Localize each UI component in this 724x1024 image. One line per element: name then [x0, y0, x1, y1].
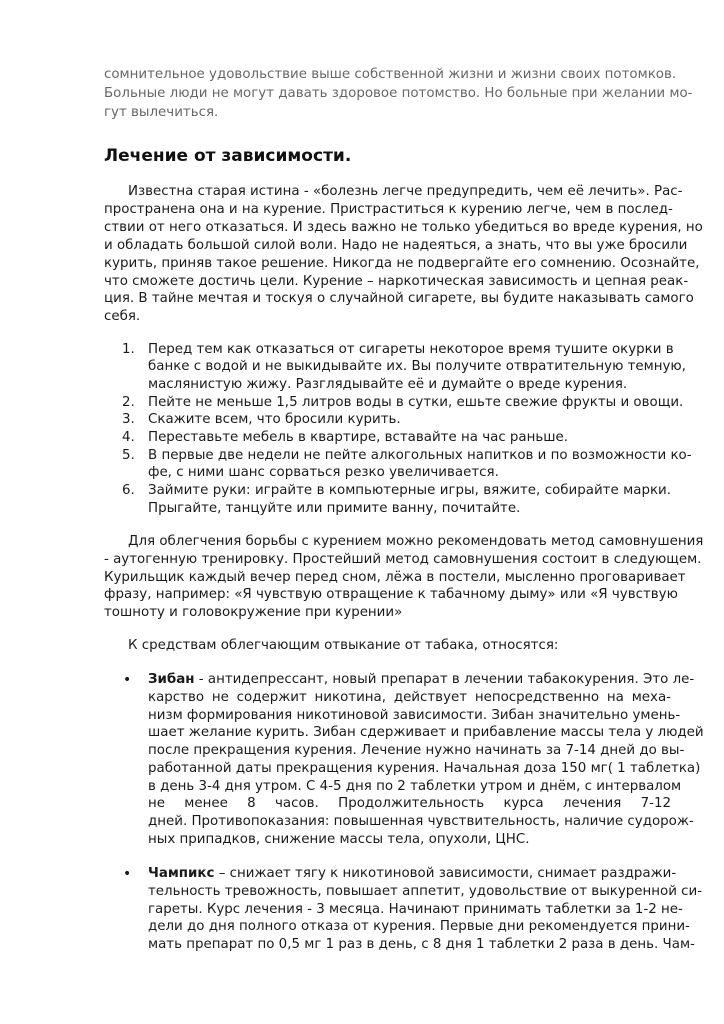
bullet-item-line: низм формирования никотиновой зависимости. Зибан значительно умень- [148, 708, 681, 723]
bullet-item-line: ных припадков, снижение массы тела, опухоли, ЦНС. [148, 832, 530, 847]
paragraph-line: ция. В тайне мечтая и тоскуя о случайной сигарете, вы будите наказывать самого [104, 291, 694, 306]
bullet-item-line: работанной даты прекращения курения. Начальная доза 150 мг( 1 таблетка) [148, 761, 701, 776]
list-number: 1. [122, 342, 135, 357]
intro-line: Больные люди не могут давать здоровое потомство. Но больные при желании мо- [104, 86, 693, 101]
bullet-item-line: тельность тревожность, повышает аппетит, удовольствие от выкуренной си- [148, 884, 703, 899]
list-number: 5. [122, 448, 135, 463]
bullet-item-line: мать препарат по 0,5 мг 1 раз в день, с 8 дня 1 таблетки 2 раза в день. Чам- [148, 937, 695, 952]
intro-line: сомнительное удовольствие выше собственной жизни и жизни своих потомков. [104, 67, 677, 82]
list-number: 2. [122, 395, 135, 410]
intro-line: гут вылечиться. [104, 105, 219, 120]
paragraph-line: К средствам облегчающим отвыкание от табака, относятся: [128, 638, 559, 653]
list-number: 4. [122, 430, 135, 445]
list-item-line: банке с водой и не выкидывайте их. Вы получите отвратительную темную, [148, 359, 686, 374]
paragraph-line: Для облегчения борьбы с курением можно рекомендовать метод самовнушения [128, 534, 704, 549]
list-item-line: маслянистую жижу. Разглядывайте её и думайте о вреде курения. [148, 377, 628, 392]
paragraph-line: что сможете достичь цели. Курение – наркотическая зависимость и цепная реак- [104, 274, 689, 289]
bullet-marker: • [123, 866, 132, 882]
bullet-text: – снижает тягу к никотиновой зависимости, снимает раздражи- [214, 866, 677, 881]
bullet-text: - антидепрессант, новый препарат в лечении табакокурения. Это ле- [194, 672, 695, 687]
bullet-term: Зибан [148, 672, 195, 687]
bullet-term: Чампикс [148, 866, 215, 881]
bullet-item-line: дней. Противопоказания: повышенная чувствительность, наличие судорож- [148, 814, 694, 829]
paragraph-line: себя. [104, 309, 141, 324]
bullet-item-line: в день 3-4 дня утром. С 4-5 дня по 2 таблетки утром и днём, с интервалом [148, 779, 682, 794]
paragraph-line: тошноту и головокружение при курении» [104, 605, 403, 620]
bullet-marker: • [123, 672, 132, 688]
bullet-item-line: шает желание курить. Зибан сдерживает и прибавление массы тела у людей [148, 725, 704, 740]
list-item-line: Прыгайте, танцуйте или примите ванну, почитайте. [148, 501, 521, 516]
bullet-item-line: после прекращения курения. Лечение нужно начинать за 7-14 дней до вы- [148, 743, 685, 758]
paragraph-line: Курильщик каждый вечер перед сном, лёжа в постели, мысленно проговаривает [104, 570, 686, 585]
list-item-line: Пейте не меньше 1,5 литров воды в сутки, ешьте свежие фрукты и овощи. [148, 395, 684, 410]
paragraph-line: Известна старая истина - «болезнь легче предупредить, чем её лечить». Рас- [128, 184, 683, 199]
list-item-line: фе, с ними шанс сорваться резко увеличивается. [148, 465, 499, 480]
bullet-item-line: карство не содержит никотина, действует непосредственно на меха- [148, 690, 671, 705]
list-item-line: Переставьте мебель в квартире, вставайте на час раньше. [148, 430, 569, 445]
bullet-item-line [148, 865, 677, 883]
list-item-line: Займите руки: играйте в компьютерные игры, вяжите, собирайте марки. [148, 483, 671, 498]
paragraph-line: ствии от него отказаться. И здесь важно не только убедиться во вреде курения, но [104, 220, 703, 235]
paragraph-line: - аутогенную тренировку. Простейший метод самовнушения состоит в следующем. [104, 552, 702, 567]
section-heading: Лечение от зависимости. [104, 146, 352, 166]
list-item-line: Перед тем как отказаться от сигареты некоторое время тушите окурки в [148, 342, 674, 357]
bullet-item-line: не менее 8 часов. Продолжительность курса лечения 7-12 [148, 796, 671, 811]
bullet-item-line [148, 671, 695, 689]
paragraph-line: фразу, например: «Я чувствую отвращение к табачному дыму» или «Я чувствую [104, 587, 678, 602]
list-item-line: В первые две недели не пейте алкогольных напитков и по возможности ко- [148, 448, 692, 463]
paragraph-line: курить, приняв такое решение. Никогда не подвергайте его сомнению. Осознайте, [104, 256, 700, 271]
paragraph-line: пространена она и на курение. Пристраститься к курению легче, чем в послед- [104, 202, 673, 217]
list-number: 3. [122, 412, 135, 427]
paragraph-line: и обладать большой силой воли. Надо не надеяться, а знать, что вы уже бросили [104, 238, 688, 253]
list-item-line: Скажите всем, что бросили курить. [148, 412, 401, 427]
bullet-item-line: дели до дня полного отказа от курения. Первые дни рекомендуется прини- [148, 919, 690, 934]
list-number: 6. [122, 483, 135, 498]
bullet-item-line: гареты. Курс лечения - 3 месяца. Начинают принимать таблетки за 1-2 не- [148, 902, 683, 917]
